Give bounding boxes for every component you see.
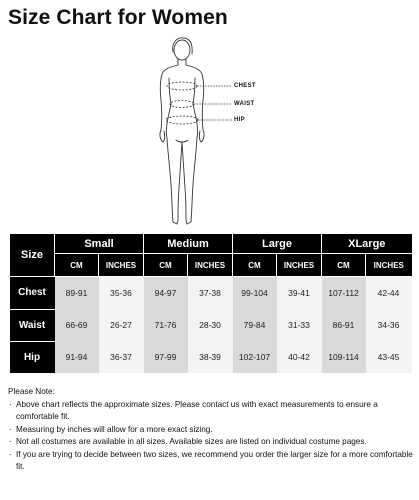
table-cell: 38-39 xyxy=(188,341,233,373)
row-label: Hip xyxy=(10,341,55,373)
row-label: Chest xyxy=(10,277,55,310)
table-cell: 97-99 xyxy=(144,341,188,373)
table-cell: 107-112 xyxy=(322,277,366,310)
table-cell: 40-42 xyxy=(277,341,322,373)
table-cell: 66-69 xyxy=(55,309,99,341)
hip-label: HIP xyxy=(234,117,245,123)
table-cell: 39-41 xyxy=(277,277,322,310)
bullet-icon: · xyxy=(9,437,12,446)
body-measurement-figure xyxy=(120,34,300,230)
table-cell: 109-114 xyxy=(322,341,366,373)
table-cell: 28-30 xyxy=(188,309,233,341)
table-cell: 91-94 xyxy=(55,341,99,373)
size-small-header: Small xyxy=(55,234,144,254)
page-title: Size Chart for Women xyxy=(8,6,228,29)
table-cell: 31-33 xyxy=(277,309,322,341)
unit-cm-header: CM xyxy=(233,254,277,277)
notes-title: Please Note: xyxy=(8,387,55,396)
waist-label: WAIST xyxy=(234,101,255,107)
note-text: Above chart reflects the approximate sizes. Please contact us with exact measurements to ensure a comfortable fit. xyxy=(16,400,378,421)
unit-cm-header: CM xyxy=(322,254,366,277)
table-row-waist xyxy=(10,309,412,341)
unit-cm-header: CM xyxy=(55,254,99,277)
table-row-hip xyxy=(10,341,412,373)
table-row-chest xyxy=(10,277,412,310)
table-cell: 94-97 xyxy=(144,277,188,310)
table-cell: 26-27 xyxy=(99,309,144,341)
unit-inches-header: INCHES xyxy=(277,254,322,277)
size-medium-header: Medium xyxy=(144,234,233,254)
table-cell: 79-84 xyxy=(233,309,277,341)
table-cell: 89-91 xyxy=(55,277,99,310)
bullet-icon: · xyxy=(9,424,12,434)
unit-cm-header: CM xyxy=(144,254,188,277)
woman-silhouette-icon xyxy=(120,34,300,230)
table-cell: 102-107 xyxy=(233,341,277,373)
table-cell: 71-76 xyxy=(144,309,188,341)
table-cell: 34-36 xyxy=(366,309,412,341)
table-cell: 99-104 xyxy=(233,277,277,310)
table-cell: 35-36 xyxy=(99,277,144,310)
unit-inches-header: INCHES xyxy=(366,254,412,277)
table-cell: 42-44 xyxy=(366,277,412,310)
notes-section xyxy=(8,386,413,473)
unit-inches-header: INCHES xyxy=(188,254,233,277)
size-chart-table xyxy=(9,234,412,373)
note-text: If you are trying to decide between two sizes, we recommend you order the larger size for a more comfortable fit. xyxy=(16,449,413,471)
size-xlarge-header: XLarge xyxy=(322,234,412,254)
table-cell: 37-38 xyxy=(188,277,233,310)
note-item xyxy=(8,424,413,436)
note-text: Not all costumes are available in all sizes. Available sizes are listed on individual costume pages. xyxy=(16,437,367,446)
size-header: Size xyxy=(10,234,55,277)
chest-label: CHEST xyxy=(234,83,256,89)
bullet-icon: · xyxy=(9,400,12,409)
note-item xyxy=(8,399,413,423)
note-text: Measuring by inches will allow for a more exact sizing. xyxy=(16,424,213,434)
unit-inches-header: INCHES xyxy=(99,254,144,277)
note-item xyxy=(8,449,413,473)
table-cell: 86-91 xyxy=(322,309,366,341)
table-cell: 36-37 xyxy=(99,341,144,373)
size-large-header: Large xyxy=(233,234,322,254)
bullet-icon: · xyxy=(9,449,12,459)
table-cell: 43-45 xyxy=(366,341,412,373)
note-item xyxy=(8,436,413,448)
row-label: Waist xyxy=(10,309,55,341)
